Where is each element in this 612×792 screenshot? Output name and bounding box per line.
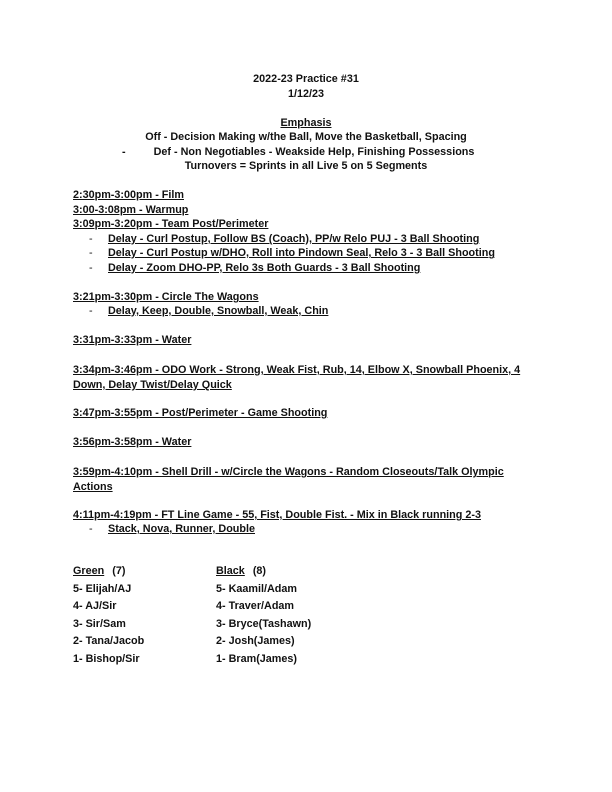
green-roster-header bbox=[73, 563, 144, 581]
green-player: 3- Sir/Sam bbox=[73, 617, 126, 630]
black-team-label: Black bbox=[216, 565, 245, 577]
green-player: 2- Tana/Jacob bbox=[73, 635, 145, 647]
ft-line-item: Stack, Nova, Runner, Double bbox=[108, 523, 255, 535]
segment-odo-work: 3:34pm-3:46pm - ODO Work - Strong, Weak Fist, Rub, 14, Elbow X, Snowball Phoenix, 4 Down, Delay Twist/Delay Quick bbox=[73, 364, 521, 391]
segment-game-shooting: 3:47pm-3:55pm - Post/Perimeter - Game Shooting bbox=[73, 407, 328, 419]
list-bullet: - bbox=[89, 305, 93, 317]
black-roster-header bbox=[216, 563, 311, 581]
green-player: 5- Elijah/AJ bbox=[73, 582, 132, 595]
green-roster bbox=[73, 563, 144, 668]
list-bullet: - bbox=[89, 262, 93, 274]
black-player: 3- Bryce(Tashawn) bbox=[216, 617, 312, 630]
green-team-count: (7) bbox=[112, 565, 126, 577]
emphasis-turnovers: Turnovers = Sprints in all Live 5 on 5 Segments bbox=[184, 160, 428, 172]
practice-date: 1/12/23 bbox=[287, 88, 325, 100]
green-player: 4- AJ/Sir bbox=[73, 600, 117, 612]
segment-circle-the-wagons: 3:21pm-3:30pm - Circle The Wagons bbox=[73, 291, 259, 303]
wagons-item: Delay, Keep, Double, Snowball, Weak, Chin bbox=[108, 305, 329, 317]
black-roster bbox=[216, 563, 311, 668]
segment-water-2: 3:56pm-3:58pm - Water bbox=[73, 436, 192, 448]
practice-title: 2022-23 Practice #31 bbox=[253, 73, 359, 85]
segment-shell-drill: 3:59pm-4:10pm - Shell Drill - w/Circle the Wagons - Random Closeouts/Talk Olympic Actions bbox=[73, 466, 504, 493]
segment-team-post: 3:09pm-3:20pm - Team Post/Perimeter bbox=[73, 218, 269, 230]
emphasis-heading: Emphasis bbox=[280, 117, 332, 129]
team-post-item: Delay - Curl Postup w/DHO, Roll into Pindown Seal, Relo 3 - 3 Ball Shooting bbox=[108, 247, 495, 259]
team-post-item: Delay - Zoom DHO-PP, Relo 3s Both Guards - 3 Ball Shooting bbox=[108, 262, 421, 274]
black-player: 5- Kaamil/Adam bbox=[216, 582, 298, 595]
black-player: 1- Bram(James) bbox=[216, 652, 298, 665]
segment-warmup: 3:00-3:08pm - Warmup bbox=[73, 204, 189, 216]
black-team-count: (8) bbox=[252, 565, 267, 577]
list-bullet: - bbox=[89, 523, 93, 535]
list-bullet: - bbox=[89, 247, 93, 259]
green-team-label: Green bbox=[73, 565, 105, 577]
emphasis-defense-bullet: - bbox=[122, 146, 126, 158]
segment-water-1: 3:31pm-3:33pm - Water bbox=[73, 334, 192, 346]
team-post-item: Delay - Curl Postup, Follow BS (Coach), PP/w Relo PUJ - 3 Ball Shooting bbox=[108, 233, 480, 245]
segment-film: 2:30pm-3:00pm - Film bbox=[73, 189, 184, 201]
segment-ft-line-game: 4:11pm-4:19pm - FT Line Game - 55, Fist, Double Fist. - Mix in Black running 2-3 bbox=[73, 509, 481, 521]
emphasis-offense: Off - Decision Making w/the Ball, Move the Basketball, Spacing bbox=[145, 131, 467, 143]
black-player: 2- Josh(James) bbox=[216, 635, 295, 647]
black-player: 4- Traver/Adam bbox=[216, 600, 295, 612]
list-bullet: - bbox=[89, 233, 93, 245]
emphasis-defense: Def - Non Negotiables - Weakside Help, Finishing Possessions bbox=[153, 146, 475, 158]
green-player: 1- Bishop/Sir bbox=[73, 652, 140, 665]
